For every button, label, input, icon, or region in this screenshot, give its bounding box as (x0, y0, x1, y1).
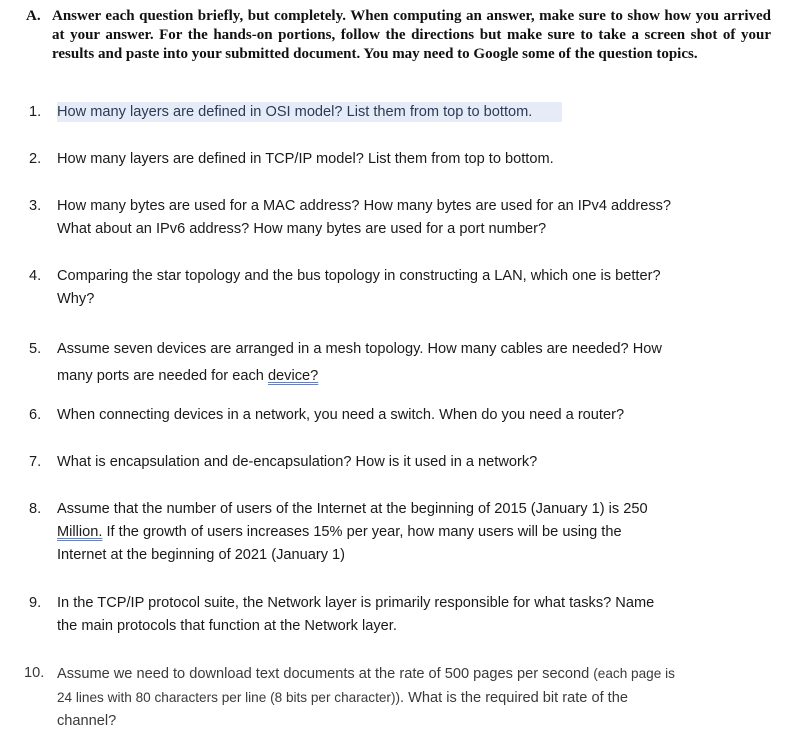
question-line: Internet at the beginning of 2021 (January 1) (57, 547, 346, 563)
question-number: 2. (29, 151, 42, 167)
question-number: 3. (29, 198, 42, 214)
question-line: . What is the required bit rate of the (400, 690, 628, 706)
question-text (57, 336, 769, 390)
question-number: 7. (29, 454, 42, 470)
question-number: 8. (29, 501, 42, 517)
section-marker: A. (26, 8, 41, 24)
question-text (57, 265, 769, 311)
instructions-paragraph (26, 7, 771, 64)
question-line: the main protocols that function at the Network layer. (57, 618, 397, 634)
question-text (57, 101, 769, 124)
question-number: 5. (29, 341, 42, 357)
question-text (57, 195, 769, 241)
question-text: How many layers are defined in TCP/IP model? List them from top to bottom. (57, 151, 554, 167)
question-line: Assume we need to download text documents at the rate of 500 pages per second (57, 666, 594, 682)
question-line: Assume seven devices are arranged in a mesh topology. How many cables are needed? How (57, 341, 662, 357)
question-line: Assume that the number of users of the Internet at the beginning of 2015 (January 1) is 250 (57, 501, 648, 517)
question-line: (each page is (593, 666, 675, 681)
question-text (57, 498, 769, 567)
question-number: 1. (29, 104, 42, 120)
question-text: What is encapsulation and de-encapsulation? How is it used in a network? (57, 454, 538, 470)
question-line: In the TCP/IP protocol suite, the Network layer is primarily responsible for what tasks? Name (57, 595, 655, 611)
question-line: Comparing the star topology and the bus topology in constructing a LAN, which one is better? (57, 268, 661, 284)
question-number: 6. (29, 407, 42, 423)
question-number: 10. (24, 665, 45, 681)
question-line: 24 lines with 80 characters per line (8 bits per character)) (57, 690, 401, 705)
question-line: If the growth of users increases 15% per year, how many users will be using the (102, 524, 622, 540)
question-text: When connecting devices in a network, you need a switch. When do you need a router? (57, 407, 625, 423)
question-number: 9. (29, 595, 42, 611)
question-line: How many bytes are used for a MAC address? How many bytes are used for an IPv4 address? (57, 198, 672, 214)
underlined-word: device? (267, 368, 319, 384)
underlined-word: Million. (57, 524, 103, 540)
question-number: 4. (29, 268, 42, 284)
question-line: many ports are needed for each (57, 368, 268, 384)
question-line: What about an IPv6 address? How many bytes are used for a port number? (57, 221, 547, 237)
question-text (57, 592, 769, 638)
highlighted-text: How many layers are defined in OSI model? List them from top to bottom. (57, 102, 562, 122)
question-line: channel? (57, 713, 117, 729)
instructions-text: Answer each question briefly, but completely. When computing an answer, make sure to show how you arrived at your answer. For the hands-on portions, follow the directions but make sure to take a screen shot of your results and paste into your submitted document. You may need to Google some of the question topics. (52, 8, 771, 62)
question-line: Why? (57, 291, 95, 307)
question-text (57, 662, 769, 733)
